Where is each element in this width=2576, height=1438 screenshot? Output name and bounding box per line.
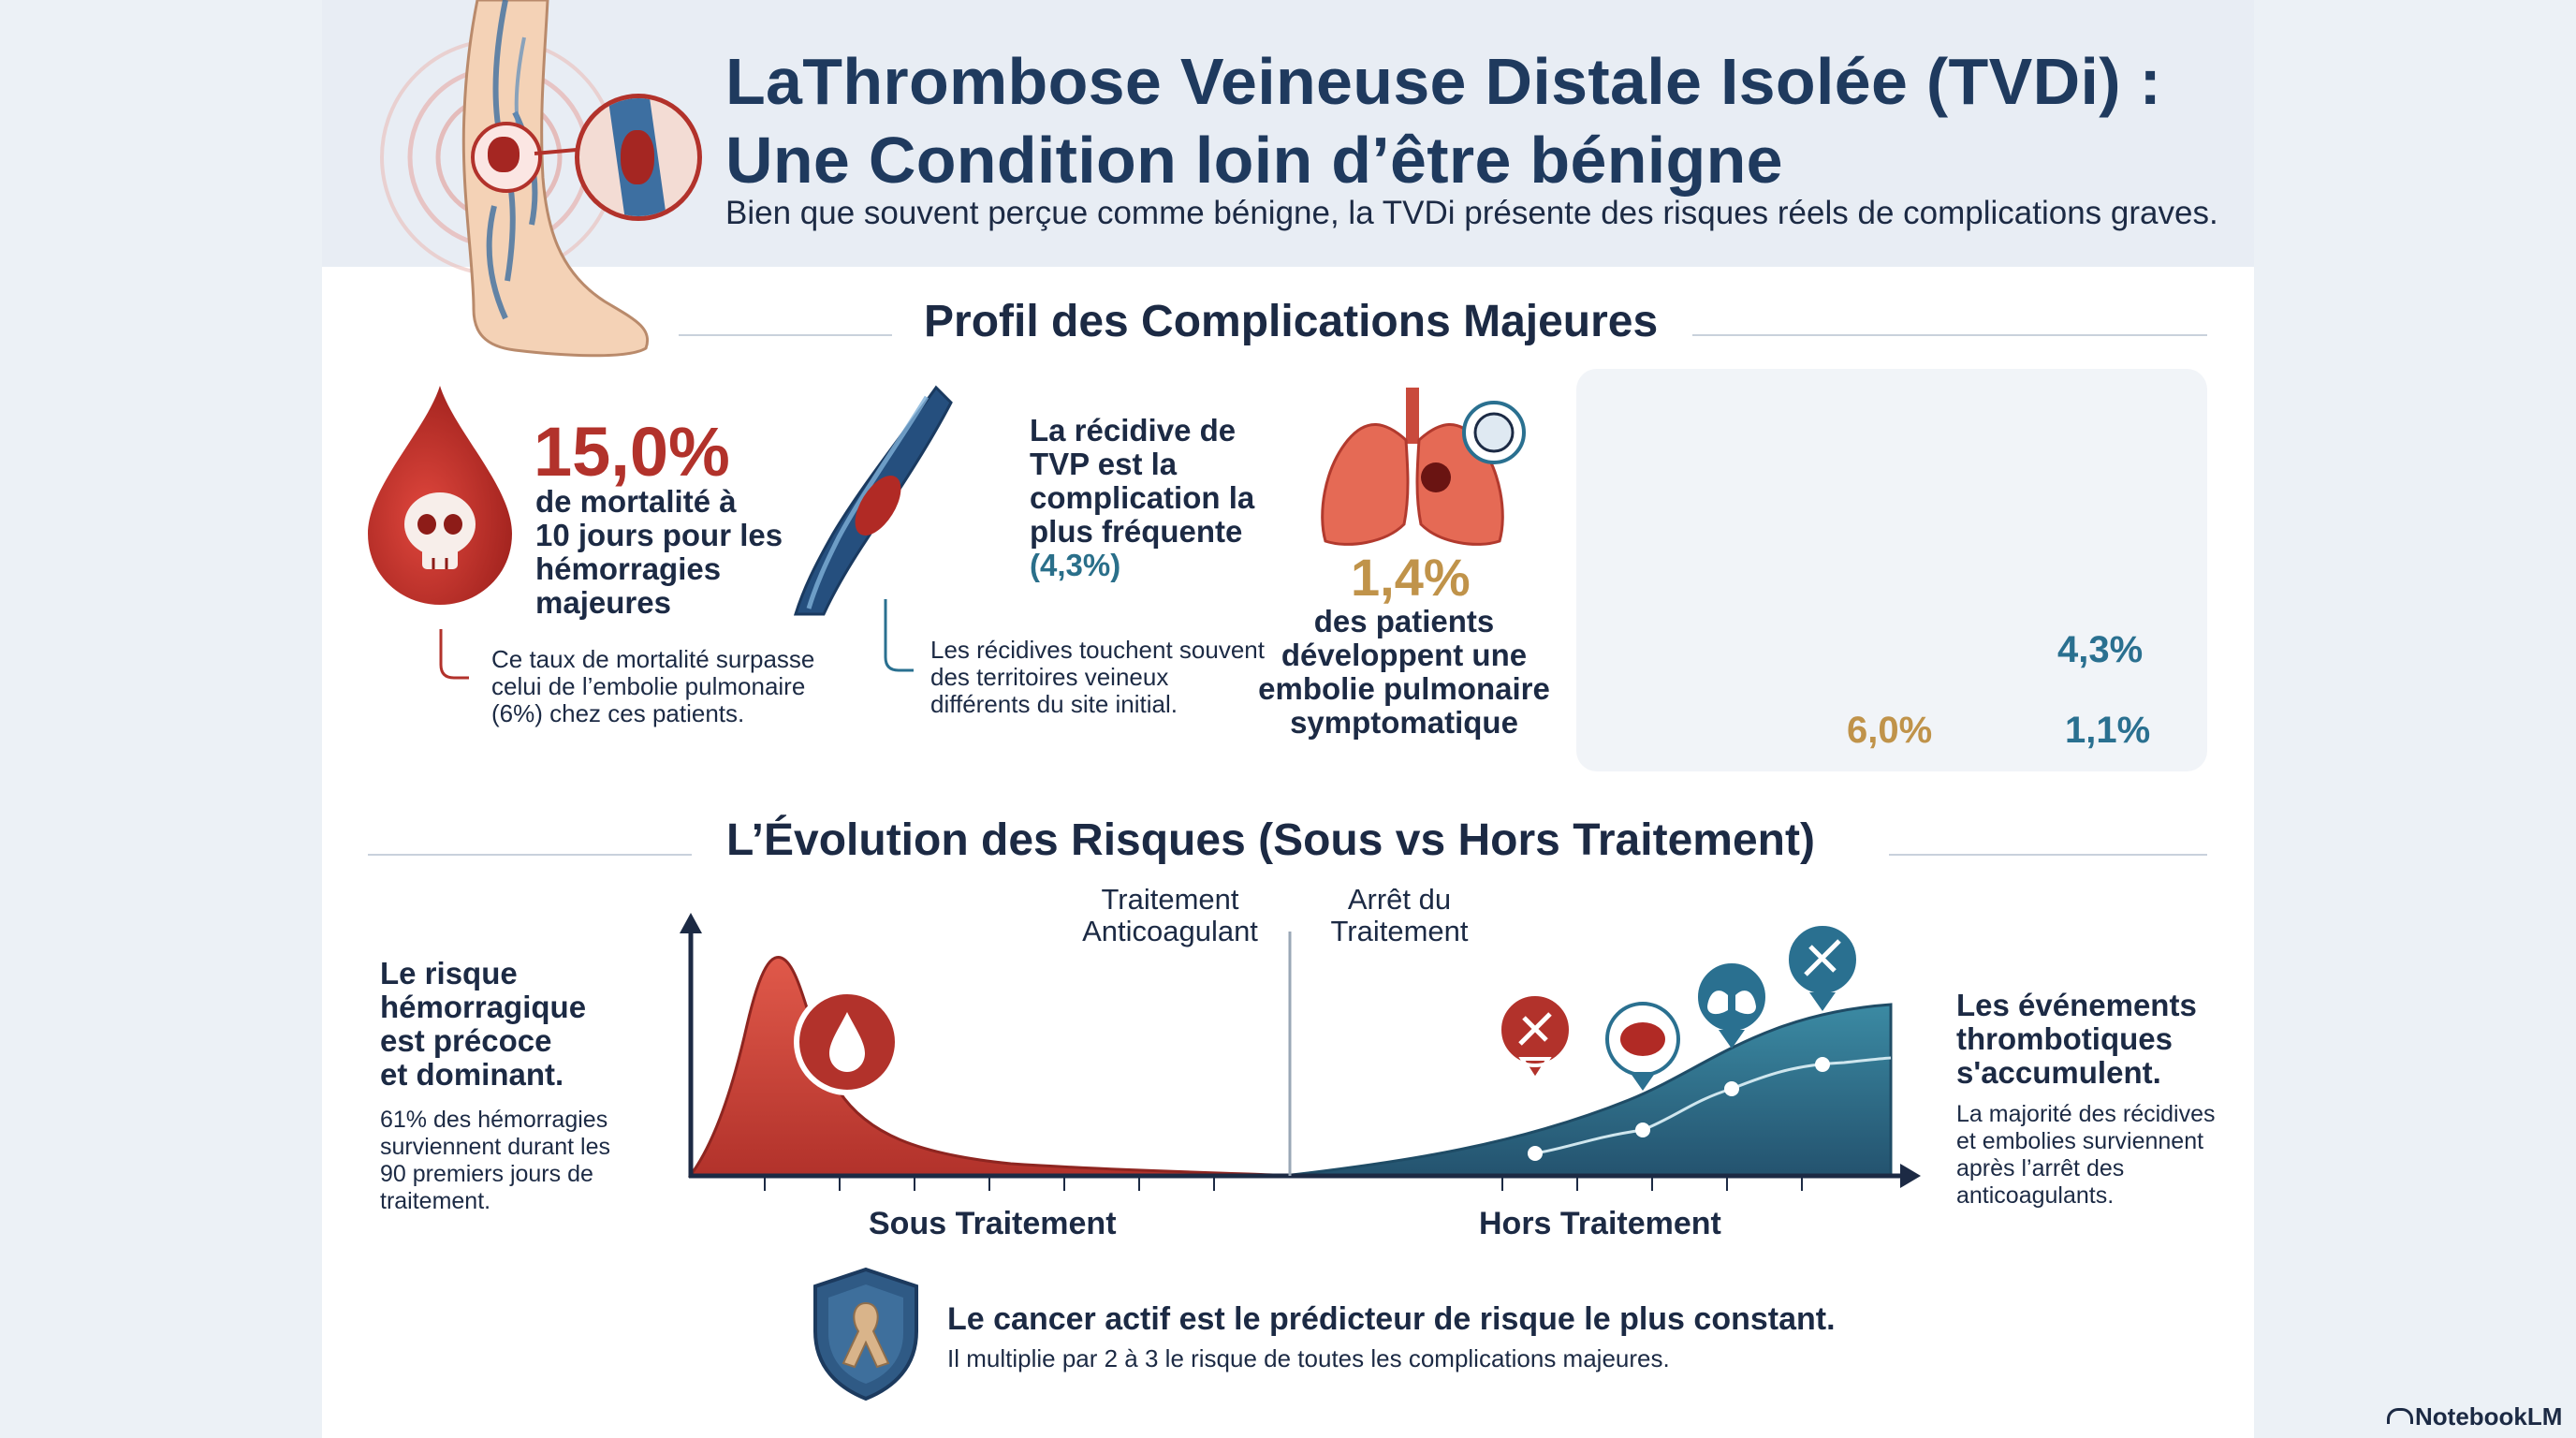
recurrence-description (1030, 414, 1254, 582)
page-title (725, 42, 2317, 199)
x-label-off-treatment: Hors Traitement (1479, 1206, 1721, 1241)
bleeding-note-line: et dominant. (380, 1057, 564, 1092)
risk-point (1724, 1081, 1739, 1096)
thrombotic-risk-curve (1292, 1005, 1891, 1175)
stop-label-line: Traitement (1330, 915, 1469, 947)
thrombotic-events-note (1956, 989, 2197, 1090)
recurrence-line: TVP est la (1030, 447, 1178, 481)
vessel-marker-1 (1500, 994, 1571, 1079)
recurrence-note-bracket (880, 599, 917, 676)
bleeding-risk-note (380, 957, 586, 1092)
clot-marker-1 (1607, 1004, 1678, 1091)
embolism-line: des patients (1313, 604, 1495, 638)
zoom-connector (534, 140, 581, 159)
recurrence-value: (4,3%) (1030, 548, 1121, 582)
footer-headline: Le cancer actif est le prédicteur de risque le plus constant. (947, 1301, 1836, 1337)
treatment-label-line: Traitement (1101, 883, 1239, 916)
bleeding-note-line: est précoce (380, 1023, 552, 1058)
vessel-marker-2 (1787, 924, 1858, 1011)
vein-zoom-icon (575, 94, 702, 221)
section-rule-left (679, 334, 892, 336)
thrombotic-events-detail (1956, 1101, 2216, 1210)
mortality-line: de mortalité à (535, 484, 737, 519)
mortality-line: hémorragies (535, 551, 722, 586)
risk-point (1815, 1057, 1830, 1072)
cancer-ribbon-shield-icon (810, 1266, 922, 1402)
mortality-note-bracket (435, 629, 473, 682)
mortality-note-line: (6%) chez ces patients. (491, 699, 745, 727)
mortality-note (491, 646, 814, 727)
page-title-line-2: Une Condition loin d’être bénigne (725, 124, 1783, 197)
footer-detail: Il multiplie par 2 à 3 le risque de toutes les complications majeures. (947, 1344, 1670, 1372)
lungs-icon (1310, 384, 1526, 552)
mortality-description (535, 485, 783, 620)
notebooklm-logo-icon (2387, 1408, 2413, 1424)
treatment-stop-label (1301, 884, 1498, 947)
recurrence-note-line: différents du site initial. (930, 690, 1178, 718)
clot-icon (488, 137, 520, 172)
panel-value-gold: 6,0% (1847, 710, 1933, 751)
evolution-rule-right (1889, 854, 2207, 856)
embolism-line: embolie pulmonaire (1258, 671, 1550, 706)
recurrence-line: complication la (1030, 480, 1255, 515)
embolism-line: développent une (1281, 638, 1528, 672)
mortality-value: 15,0% (534, 413, 730, 491)
risk-point (1528, 1146, 1543, 1161)
bleeding-detail-line: traitement. (380, 1188, 491, 1214)
treatment-label-line: Anticoagulant (1082, 915, 1258, 947)
blood-drop-skull-icon (360, 384, 520, 609)
complications-section-title: Profil des Complications Majeures (924, 297, 1659, 346)
x-label-under-treatment: Sous Traitement (869, 1206, 1117, 1241)
embolism-value: 1,4% (1351, 548, 1471, 607)
mortality-note-line: Ce taux de mortalité surpasse (491, 645, 815, 673)
brand-label: NotebookLM (2415, 1402, 2563, 1431)
thrombotic-detail-line: anticoagulants. (1956, 1182, 2115, 1209)
mortality-line: 10 jours pour les (535, 518, 783, 552)
recurrence-note-line: des territoires veineux (930, 663, 1169, 691)
bleeding-detail-line: 90 premiers jours de (380, 1161, 593, 1187)
bleeding-risk-detail (380, 1107, 610, 1215)
mortality-line: majeures (535, 585, 671, 620)
recurrence-note-line: Les récidives touchent souvent (930, 636, 1265, 664)
evolution-rule-left (368, 854, 692, 856)
section-rule-right (1692, 334, 2207, 336)
thrombotic-note-line: thrombotiques (1956, 1021, 2173, 1056)
embolism-line: symptomatique (1290, 705, 1518, 740)
recurrence-line: La récidive de (1030, 413, 1237, 448)
recurrence-note (930, 637, 1265, 718)
bleeding-detail-line: 61% des hémorragies (380, 1107, 608, 1133)
treatment-phase-label (1048, 884, 1292, 947)
bleeding-detail-line: surviennent durant les (380, 1134, 610, 1160)
vein-clot-icon (786, 384, 955, 618)
page-subtitle: Bien que souvent perçue comme bénigne, la TVDi présente des risques réels de complications graves. (725, 195, 2218, 231)
evolution-section-title: L’Évolution des Risques (Sous vs Hors Traitement) (726, 815, 1815, 865)
thrombotic-detail-line: La majorité des récidives (1956, 1101, 2216, 1127)
page-title-line-1: LaThrombose Veineuse Distale Isolée (TVDi) : (725, 45, 2162, 118)
thrombotic-note-line: s'accumulent. (1956, 1055, 2161, 1090)
risk-evolution-chart (655, 913, 1928, 1203)
bleeding-risk-curve (691, 958, 1273, 1175)
bleeding-note-line: Le risque (380, 956, 518, 990)
embolism-description (1254, 605, 1554, 740)
thrombotic-detail-line: après l’arrêt des (1956, 1155, 2125, 1181)
panel-value-teal-bottom: 1,1% (2065, 710, 2151, 751)
bleeding-note-line: hémorragique (380, 990, 587, 1024)
recurrence-line: plus fréquente (1030, 514, 1243, 549)
risk-point (1635, 1123, 1650, 1137)
stop-label-line: Arrêt du (1347, 883, 1452, 916)
panel-value-teal-top: 4,3% (2057, 629, 2144, 670)
thrombotic-detail-line: et embolies surviennent (1956, 1128, 2204, 1154)
thrombotic-note-line: Les événements (1956, 988, 2197, 1022)
mortality-note-line: celui de l’embolie pulmonaire (491, 672, 806, 700)
